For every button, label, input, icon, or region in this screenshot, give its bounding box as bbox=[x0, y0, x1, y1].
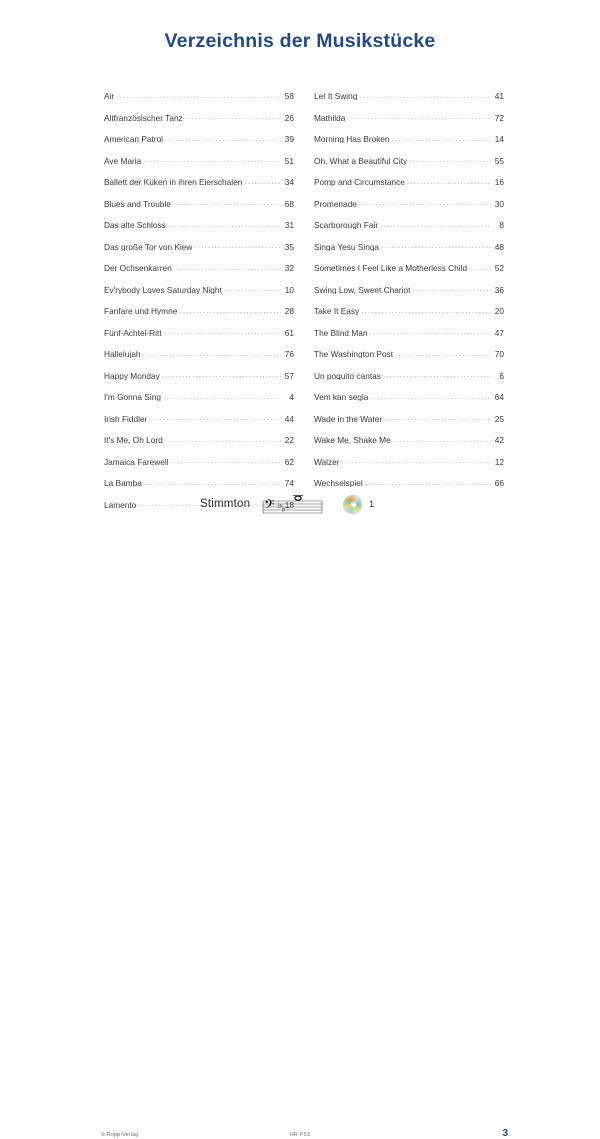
index-entry-title: Das alte Schloss bbox=[104, 221, 166, 230]
dot-leader bbox=[381, 241, 491, 250]
index-entry-title: Lamento bbox=[104, 500, 137, 509]
index-entry-page: 26 bbox=[284, 112, 294, 123]
index-entry bbox=[314, 391, 504, 413]
dot-leader bbox=[244, 176, 281, 185]
dot-leader bbox=[144, 477, 281, 486]
dot-leader bbox=[347, 112, 491, 121]
index-entry bbox=[314, 176, 504, 198]
index-entry bbox=[104, 305, 294, 327]
index-entry bbox=[314, 413, 504, 435]
svg-text:♭: ♭ bbox=[281, 504, 286, 515]
index-entry-title: Das große Tor von Kiew bbox=[104, 242, 193, 251]
index-entry bbox=[314, 456, 504, 478]
dot-leader bbox=[116, 90, 281, 99]
index-entry-title: Pomp and Circumstance bbox=[314, 178, 405, 187]
index-entry-page: 70 bbox=[494, 349, 504, 359]
index-entry-page: 74 bbox=[284, 478, 294, 488]
dot-leader bbox=[171, 456, 281, 465]
dot-leader bbox=[168, 219, 281, 228]
index-entry-page: 12 bbox=[494, 456, 504, 467]
index-entry-title: Wake Me, Shake Me bbox=[314, 436, 391, 445]
index-entry-page: 47 bbox=[494, 327, 504, 338]
index-entry-page: 48 bbox=[494, 241, 504, 252]
compact-disc-icon bbox=[343, 495, 362, 514]
index-entry-page: 28 bbox=[284, 306, 294, 316]
index-column-right bbox=[314, 90, 504, 520]
index-entry-title: Ballett der Küken in ihren Eierschalen bbox=[104, 178, 243, 187]
index-entry-title: Hallelujah bbox=[104, 350, 141, 359]
index-entry bbox=[104, 391, 294, 413]
index-entry-title: Blues and Trouble bbox=[104, 199, 171, 208]
index-entry-page: 16 bbox=[494, 177, 504, 187]
dot-leader bbox=[224, 284, 281, 293]
index-entry-title: Walzer bbox=[314, 457, 340, 466]
index-entry-page: 32 bbox=[284, 263, 294, 273]
index-entry bbox=[314, 112, 504, 134]
index-entry bbox=[104, 112, 294, 134]
index-entry bbox=[104, 90, 294, 112]
index-entry-page: 4 bbox=[289, 392, 294, 402]
index-entry-page: 10 bbox=[284, 284, 294, 295]
index-entry-title: Mathilda bbox=[314, 113, 346, 122]
svg-text:𝄢: 𝄢 bbox=[264, 496, 275, 516]
index-entry-page: 44 bbox=[284, 413, 294, 424]
index-entry-page: 62 bbox=[284, 456, 294, 467]
dot-leader bbox=[384, 413, 491, 422]
index-entry bbox=[104, 155, 294, 177]
copyright-text: © Ropp-Verlag bbox=[101, 1132, 139, 1138]
index-entry-title: Jamaica Farewell bbox=[104, 457, 169, 466]
index-entry-page: 18 bbox=[284, 499, 294, 510]
dot-leader bbox=[194, 241, 281, 250]
svg-text:♭: ♭ bbox=[278, 501, 283, 511]
dot-leader bbox=[165, 434, 281, 443]
dot-leader bbox=[149, 413, 281, 422]
index-entry-page: 35 bbox=[284, 241, 294, 252]
index-entry bbox=[314, 434, 504, 456]
tuning-label: Stimmton bbox=[200, 498, 251, 510]
index-entry bbox=[314, 284, 504, 306]
index-entry-title: American Patrol bbox=[104, 135, 164, 144]
dot-leader bbox=[361, 305, 491, 314]
dot-leader bbox=[359, 198, 491, 207]
index-entry bbox=[314, 327, 504, 349]
dot-leader bbox=[392, 133, 491, 142]
page-footer bbox=[0, 560, 600, 1139]
index-entry-title: Wade in the Water bbox=[314, 414, 383, 423]
index-entry-title: Oh, What a Beautiful City bbox=[314, 156, 408, 165]
dot-leader bbox=[142, 348, 281, 357]
dot-leader bbox=[412, 284, 491, 293]
index-entry bbox=[104, 370, 294, 392]
dot-leader bbox=[163, 391, 281, 400]
page-title: Verzeichnis der Musikstücke bbox=[164, 30, 436, 52]
index-entry-page: 36 bbox=[494, 284, 504, 295]
index-entry bbox=[314, 90, 504, 112]
index-entry-title: Air bbox=[104, 92, 115, 101]
dot-leader bbox=[164, 327, 281, 336]
index-entry bbox=[314, 370, 504, 392]
index-entry-title: Un poquito cantas bbox=[314, 371, 381, 380]
index-entry-title: Singa Yesu Singa bbox=[314, 242, 380, 251]
dot-leader bbox=[162, 370, 281, 379]
index-entry-page: 34 bbox=[284, 177, 294, 187]
index-entry-page: 42 bbox=[494, 435, 504, 445]
dot-leader bbox=[365, 477, 491, 486]
index-entry-page: 58 bbox=[284, 91, 294, 101]
dot-leader bbox=[407, 176, 491, 185]
index-entry-page: 6 bbox=[499, 370, 504, 381]
index-entry-title: Fünf-Achtel-Ritt bbox=[104, 328, 162, 337]
index-entry-page: 61 bbox=[284, 327, 294, 338]
index-entry bbox=[104, 327, 294, 349]
dot-leader bbox=[393, 434, 491, 443]
dot-leader bbox=[383, 370, 491, 379]
index-entry bbox=[104, 241, 294, 263]
index-entry-page: 25 bbox=[494, 413, 504, 424]
index-entry bbox=[104, 219, 294, 241]
index-entry bbox=[314, 241, 504, 263]
dot-leader bbox=[143, 155, 281, 164]
index-entry bbox=[104, 456, 294, 478]
index-entry-title: Morning Has Broken bbox=[314, 135, 390, 144]
bass-clef-staff-icon bbox=[261, 489, 324, 519]
index-entry-title: Altfranzösischer Tanz bbox=[104, 113, 183, 122]
catalog-number: HR-P53 bbox=[289, 1132, 311, 1138]
index-entry bbox=[104, 348, 294, 370]
index-entry-title: Happy Monday bbox=[104, 371, 160, 380]
index-entry-page: 76 bbox=[284, 349, 294, 359]
dot-leader bbox=[174, 262, 281, 271]
index-entry-page: 66 bbox=[494, 478, 504, 488]
index-entry-title: Swing Low, Sweet Chariot bbox=[314, 285, 411, 294]
index-entry-title: It's Me, Oh Lord bbox=[104, 436, 163, 445]
index-entry-page: 51 bbox=[284, 155, 294, 166]
dot-leader bbox=[395, 348, 491, 357]
index-entry bbox=[104, 133, 294, 155]
index-columns bbox=[104, 90, 504, 520]
index-entry-title: Take It Easy bbox=[314, 307, 360, 316]
index-entry bbox=[104, 413, 294, 435]
index-entry bbox=[104, 284, 294, 306]
index-entry-title: Ave Maria bbox=[104, 156, 142, 165]
index-entry-title: Scarborough Fair bbox=[314, 221, 379, 230]
index-entry-title: I'm Gonna Sing bbox=[104, 393, 161, 402]
cd-track-number: 1 bbox=[369, 499, 375, 509]
index-entry-page: 8 bbox=[499, 220, 504, 230]
index-entry-page: 22 bbox=[284, 435, 294, 445]
index-entry bbox=[104, 176, 294, 198]
index-entry-page: 52 bbox=[494, 263, 504, 273]
index-entry bbox=[314, 198, 504, 220]
index-entry-page: 41 bbox=[494, 91, 504, 101]
cd-track-indicator bbox=[343, 495, 374, 514]
dot-leader bbox=[380, 219, 491, 228]
index-entry bbox=[104, 262, 294, 284]
index-entry-page: 68 bbox=[284, 198, 294, 209]
index-entry-page: 55 bbox=[494, 155, 504, 166]
index-entry bbox=[104, 434, 294, 456]
index-entry bbox=[314, 262, 504, 284]
index-entry-title: Der Ochsenkarren bbox=[104, 264, 172, 273]
index-entry-title: Ev'rybody Loves Saturday Night bbox=[104, 285, 222, 294]
index-entry-title: Sometimes I Feel Like a Motherless Child bbox=[314, 264, 468, 273]
index-entry bbox=[314, 219, 504, 241]
dot-leader bbox=[179, 305, 281, 314]
index-entry-title: The Washington Post bbox=[314, 350, 394, 359]
index-entry bbox=[104, 198, 294, 220]
dot-leader bbox=[370, 327, 492, 336]
index-entry bbox=[314, 133, 504, 155]
index-entry-title: Let It Swing bbox=[314, 92, 358, 101]
index-entry-page: 64 bbox=[494, 392, 504, 402]
index-entry-title: Wechselspiel bbox=[314, 479, 363, 488]
index-entry-title: La Bamba bbox=[104, 479, 142, 488]
dot-leader bbox=[409, 155, 491, 164]
index-entry-title: Promenade bbox=[314, 199, 357, 208]
index-entry bbox=[314, 155, 504, 177]
index-entry-page: 14 bbox=[494, 134, 504, 144]
index-entry bbox=[314, 305, 504, 327]
tuning-reference-row bbox=[200, 489, 374, 519]
index-entry-page: 39 bbox=[284, 134, 294, 144]
index-entry-title: Irish Fiddler bbox=[104, 414, 148, 423]
dot-leader bbox=[469, 262, 491, 271]
dot-leader bbox=[359, 90, 491, 99]
dot-leader bbox=[185, 112, 281, 121]
index-entry-title: The Blind Man bbox=[314, 328, 368, 337]
dot-leader bbox=[165, 133, 281, 142]
index-entry-title: Vem kan segla bbox=[314, 393, 369, 402]
index-entry-title: Fanfare und Hymne bbox=[104, 307, 178, 316]
index-entry-page: 57 bbox=[284, 370, 294, 381]
dot-leader bbox=[173, 198, 281, 207]
index-entry bbox=[314, 348, 504, 370]
index-entry-page: 72 bbox=[494, 112, 504, 123]
index-column-left bbox=[104, 90, 294, 520]
page-number: 3 bbox=[502, 1128, 508, 1139]
dot-leader bbox=[370, 391, 491, 400]
index-entry-page: 20 bbox=[494, 306, 504, 316]
index-entry-page: 30 bbox=[494, 198, 504, 209]
index-entry-page: 31 bbox=[284, 220, 294, 230]
dot-leader bbox=[342, 456, 491, 465]
